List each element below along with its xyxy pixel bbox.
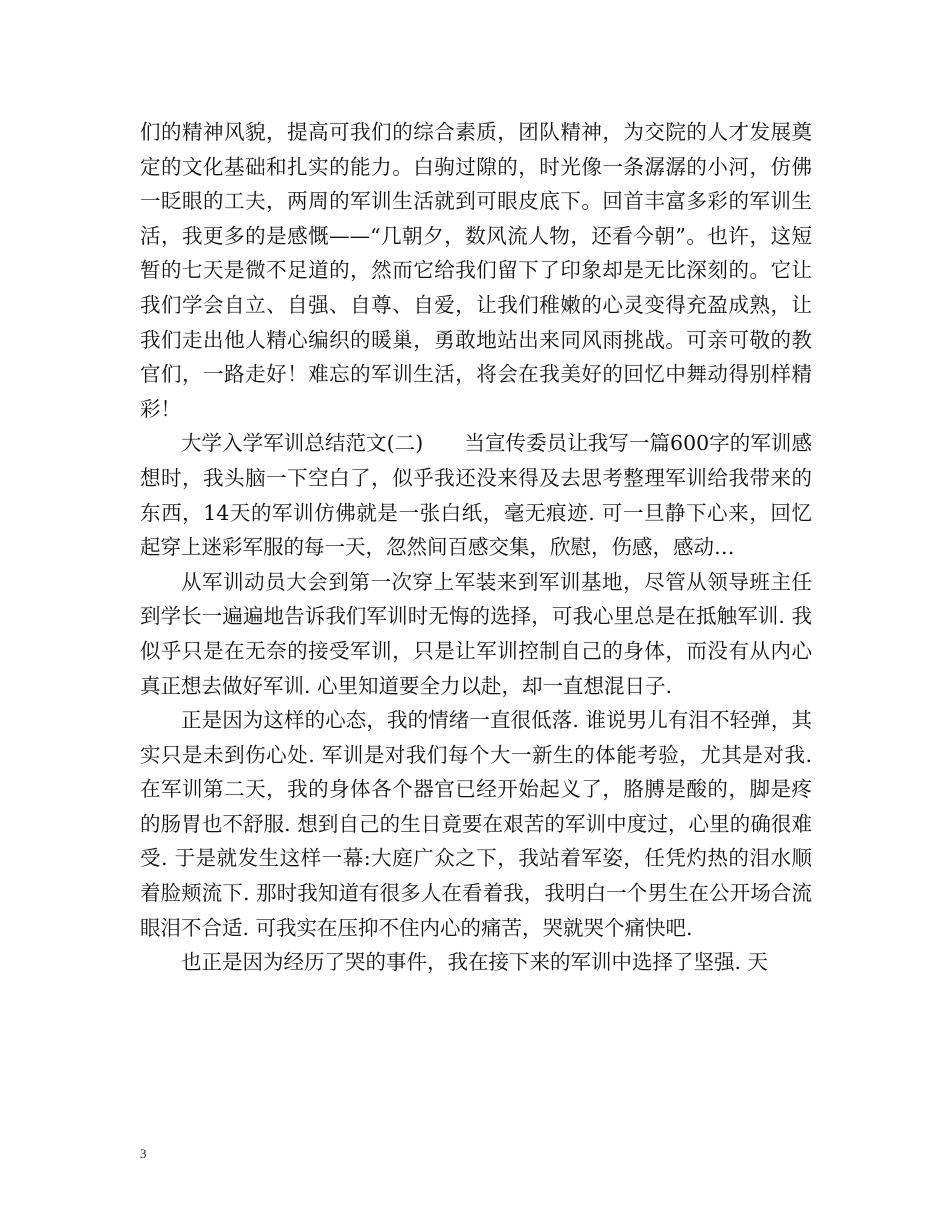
paragraph-continued: 们的精神风貌，提高可我们的综合素质，团队精神，为交院的人才发展奠定的文化基础和扎实的能力。白驹过隙的，时光像一条潺潺的小河，仿佛一眨眼的工夫，两周的军训生活就到可眼皮底下。回首丰富多彩的军训生活，我更多的是感慨——“几朝夕，数风流人物，还看今朝”。也许，这短暂的七天是微不足道的，然而它给我们留下了印象却是无比深刻的。它让我们学会自立、自强、自尊、自爱，让我们稚嫩的心灵变得充盈成熟，让我们走出他人精心编织的暖巢，勇敢地站出来同风雨挑战。可亲可敬的教官们，一路走好！难忘的军训生活，将会在我美好的回忆中舞动得别样精彩！ xyxy=(140,120,812,421)
paragraph-section-heading: 大学入学军训总结范文(二) 当宣传委员让我写一篇600字的军训感想时，我头脑一下空白了，似乎我还没来得及去思考整理军训给我带来的东西，14天的军训仿佛就是一张白纸，毫无痕迹. 可一旦静下心来，回忆起穿上迷彩军服的每一天，忽然间百感交集，欣慰，伤感，感动… xyxy=(140,431,812,560)
document-body xyxy=(140,115,812,980)
paragraph: 从军训动员大会到第一次穿上军装来到军训基地，尽管从领导班主任到学长一遍遍地告诉我们军训时无悔的选择，可我心里总是在抵触军训. 我似乎只是在无奈的接受军训，只是让军训控制自己的身体，而没有从内心真正想去做好军训. 心里知道要全力以赴，却一直想混日子. xyxy=(140,569,812,698)
paragraph: 正是因为这样的心态，我的情绪一直很低落. 谁说男儿有泪不轻弹，其实只是未到伤心处. 军训是对我们每个大一新生的体能考验，尤其是对我. 在军训第二天，我的身体各个器官已经开始起义了，胳膊是酸的，脚是疼的肠胃也不舒服. 想到自己的生日竟要在艰苦的军训中度过，心里的确很难受. 于是就发生这样一幕:大庭广众之下，我站着军姿，任凭灼热的泪水顺着脸颊流下. 那时我知道有很多人在看着我，我明白一个男生在公开场合流眼泪不合适. 可我实在压抑不住内心的痛苦，哭就哭个痛快吧. xyxy=(140,708,812,940)
paragraph: 也正是因为经历了哭的事件，我在接下来的军训中选择了坚强. 天 xyxy=(181,950,769,975)
page-number: 3 xyxy=(140,1146,147,1161)
